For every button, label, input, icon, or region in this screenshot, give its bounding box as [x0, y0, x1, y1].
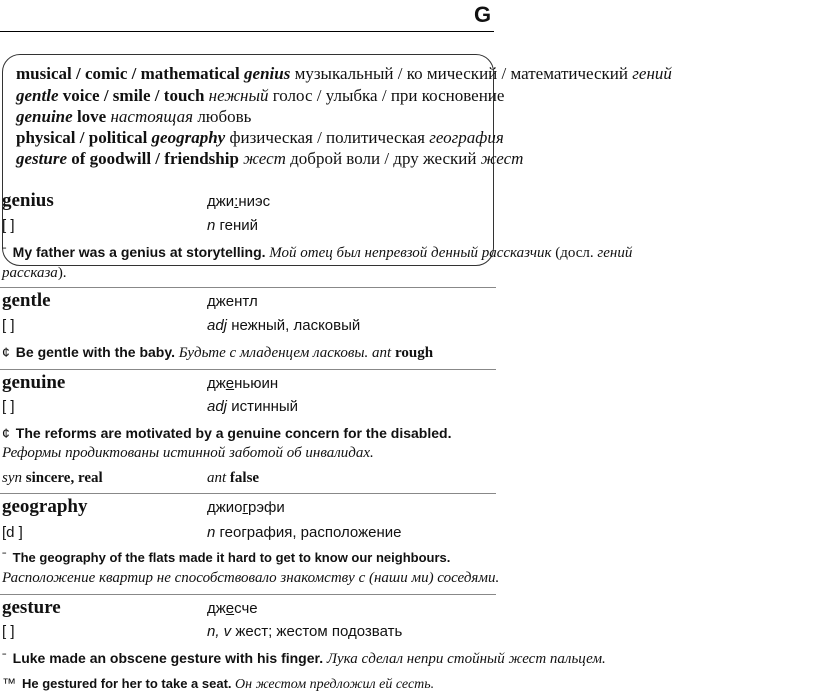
collocation-line: gesture of goodwill / friendship жест доброй воли / дру жеский жест: [16, 149, 524, 168]
pronunciation-gentle: джентл: [207, 293, 258, 310]
pronunciation-genuine: дженьюин: [207, 375, 279, 392]
meaning-gesture: n, v жест; жестом подозвать: [207, 623, 403, 640]
example-genuine-translation: Реформы продиктованы истинной заботой об инвалидах.: [2, 445, 374, 461]
example-geography-translation: Расположение квартир не способствовало знакомству с (наши ми) соседями.: [2, 570, 500, 586]
transcription-gentle: [ ]: [2, 317, 15, 334]
transcription-geography: [d ]: [2, 524, 23, 541]
headword-geography: geography: [2, 496, 88, 517]
example-genius: ˉ My father was a genius at storytelling. Мой отец был непревзой денный рассказчик (досл. гений: [2, 244, 633, 261]
pronunciation-geography: джиогрэфи: [207, 499, 285, 516]
meaning-geography: n география, расположение: [207, 524, 402, 541]
headword-gesture: gesture: [2, 597, 61, 618]
pronunciation-genius: джи:ниэс: [207, 193, 271, 210]
header-rule: [0, 31, 494, 32]
entry-divider: [0, 493, 496, 494]
collocation-line: gentle voice / smile / touch нежный голос / улыбка / при косновение: [16, 86, 505, 105]
example-genuine: ¢ The reforms are motivated by a genuine concern for the disabled.: [2, 425, 452, 441]
example-gesture: ˉ Luke made an obscene gesture with his finger. Лука сделал непри стойный жест пальцем.: [2, 650, 606, 667]
headword-genius: genius: [2, 190, 54, 211]
transcription-genuine: [ ]: [2, 398, 15, 415]
example-genius-cont: рассказа).: [2, 265, 67, 281]
entry-divider: [0, 369, 496, 370]
example-gesture-2: ™ He gestured for her to take a seat. Он жестом предложил ей сесть.: [2, 675, 435, 692]
transcription-genius: [ ]: [2, 217, 15, 234]
meaning-gentle: adj нежный, ласковый: [207, 317, 361, 334]
entry-divider: [0, 594, 496, 595]
meaning-genuine: adj истинный: [207, 398, 299, 415]
collocation-line: physical / political geography физическая / политическая география: [16, 128, 504, 147]
synonyms-genuine: syn sincere, real: [2, 470, 103, 486]
headword-genuine: genuine: [2, 372, 66, 393]
transcription-gesture: [ ]: [2, 623, 15, 640]
pronunciation-gesture: джесче: [207, 600, 258, 617]
example-gentle: ¢ Be gentle with the baby. Будьте с младенцем ласковы. ant rough: [2, 344, 434, 361]
antonym-genuine: ant false: [207, 470, 260, 486]
collocation-line: musical / comic / mathematical genius музыкальный / ко мический / математический гений: [16, 64, 672, 83]
meaning-genius: n гений: [207, 217, 259, 234]
entry-divider: [0, 287, 496, 288]
collocation-line: genuine love настоящая любовь: [16, 107, 252, 126]
section-letter: G: [474, 2, 492, 27]
headword-gentle: gentle: [2, 290, 51, 311]
example-geography: ˉ The geography of the flats made it hard to get to know our neighbours.: [2, 549, 451, 565]
